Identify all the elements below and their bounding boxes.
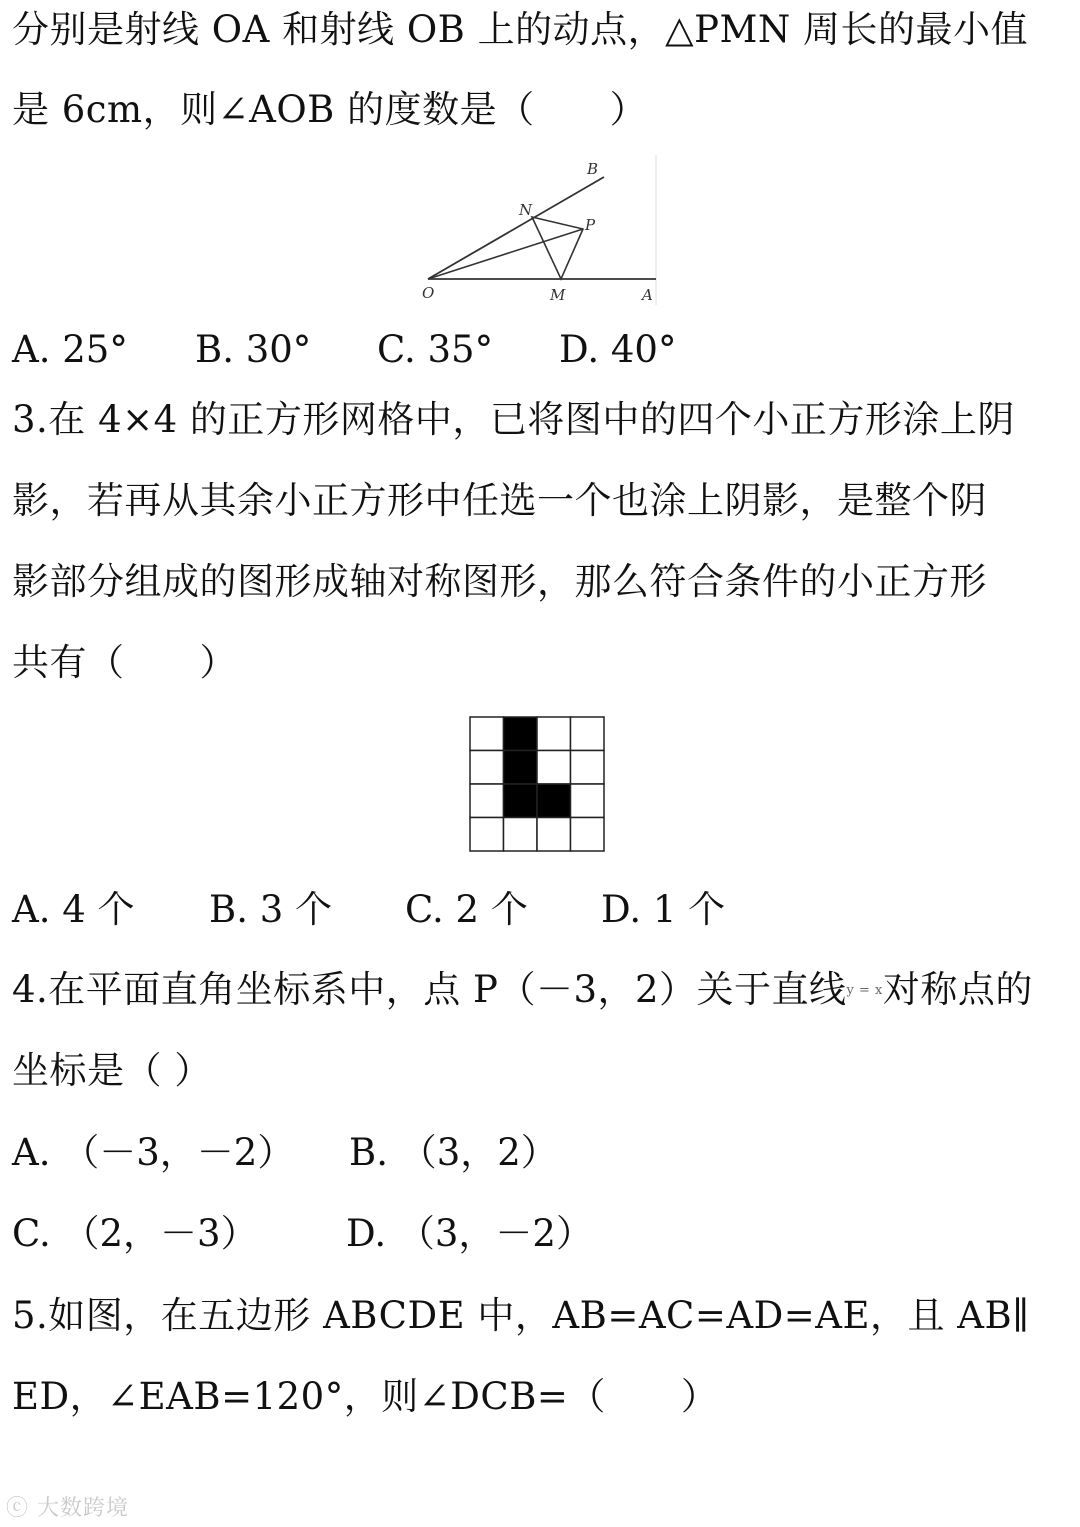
label-p: P (585, 216, 596, 234)
q4-line-1-equation: y = x (846, 982, 883, 998)
q4-option-b[interactable]: B. （3，2） (349, 1131, 558, 1174)
watermark-icon: ⓒ (6, 1496, 30, 1521)
grid-cell (571, 717, 605, 751)
label-n: N (519, 201, 533, 219)
q2-option-d[interactable]: D. 40° (559, 328, 677, 371)
q4-line-1 (12, 968, 1033, 1015)
q4-line-2: 坐标是（ ） (12, 1049, 212, 1092)
q4-line-1-post: 对称点的 (882, 968, 1033, 1011)
q3-option-c[interactable]: C. 2 个 (405, 888, 528, 931)
grid-cell (537, 751, 571, 785)
watermark-text: 大数跨境 (37, 1496, 130, 1521)
grid-cell-shaded (537, 784, 571, 818)
grid-cell (571, 751, 605, 785)
grid-cell (571, 784, 605, 818)
q5-line-2: ED，∠EAB=120°，则∠DCB=（ ） (12, 1375, 719, 1418)
grid-cell (571, 818, 605, 852)
label-a: A (642, 286, 653, 304)
q3-option-b[interactable]: B. 3 个 (209, 888, 333, 931)
grid-cell (470, 717, 504, 751)
grid-cell-shaded (504, 784, 538, 818)
q3-option-d[interactable]: D. 1 个 (601, 888, 726, 931)
grid-cell (537, 717, 571, 751)
grid-cell-shaded (504, 751, 538, 785)
q5-line-1: 5.如图，在五边形 ABCDE 中，AB=AC=AD=AE，且 AB∥ (12, 1294, 1030, 1337)
q3-line-1: 3.在 4×4 的正方形网格中，已将图中的四个小正方形涂上阴 (12, 398, 1015, 441)
q2-option-a[interactable]: A. 25° (12, 328, 128, 371)
grid-cell (504, 818, 538, 852)
q3-line-4: 共有（ ） (12, 641, 237, 684)
q3-line-3: 影部分组成的图形成轴对称图形，那么符合条件的小正方形 (12, 560, 987, 603)
q4-option-a[interactable]: A. （－3，－2） (12, 1131, 295, 1174)
q2-line-2: 是 6cm，则∠AOB 的度数是（ ） (12, 88, 648, 131)
grid-cell (470, 751, 504, 785)
q3-line-2: 影，若再从其余小正方形中任选一个也涂上阴影，是整个阴 (12, 479, 987, 522)
q2-option-c[interactable]: C. 35° (377, 328, 494, 371)
q3-option-a[interactable]: A. 4 个 (12, 888, 135, 931)
grid-cell-shaded (504, 717, 538, 751)
q4-option-c[interactable]: C. （2，－3） (12, 1212, 258, 1255)
q2-option-b[interactable]: B. 30° (195, 328, 312, 371)
q4-line-1-pre: 4.在平面直角坐标系中，点 P（－3，2）关于直线 (12, 968, 847, 1011)
grid-cell (470, 784, 504, 818)
q2-angle-figure (418, 155, 663, 305)
label-o: O (422, 284, 435, 302)
q4-option-d[interactable]: D. （3，－2） (346, 1212, 593, 1255)
grid-cell (470, 818, 504, 852)
grid-cell (537, 818, 571, 852)
label-b: B (587, 160, 599, 178)
label-m: M (550, 286, 566, 304)
q3-grid-figure (469, 716, 607, 854)
q2-line-1: 分别是射线 OA 和射线 OB 上的动点，△PMN 周长的最小值 (12, 8, 1028, 51)
watermark (6, 1491, 129, 1522)
